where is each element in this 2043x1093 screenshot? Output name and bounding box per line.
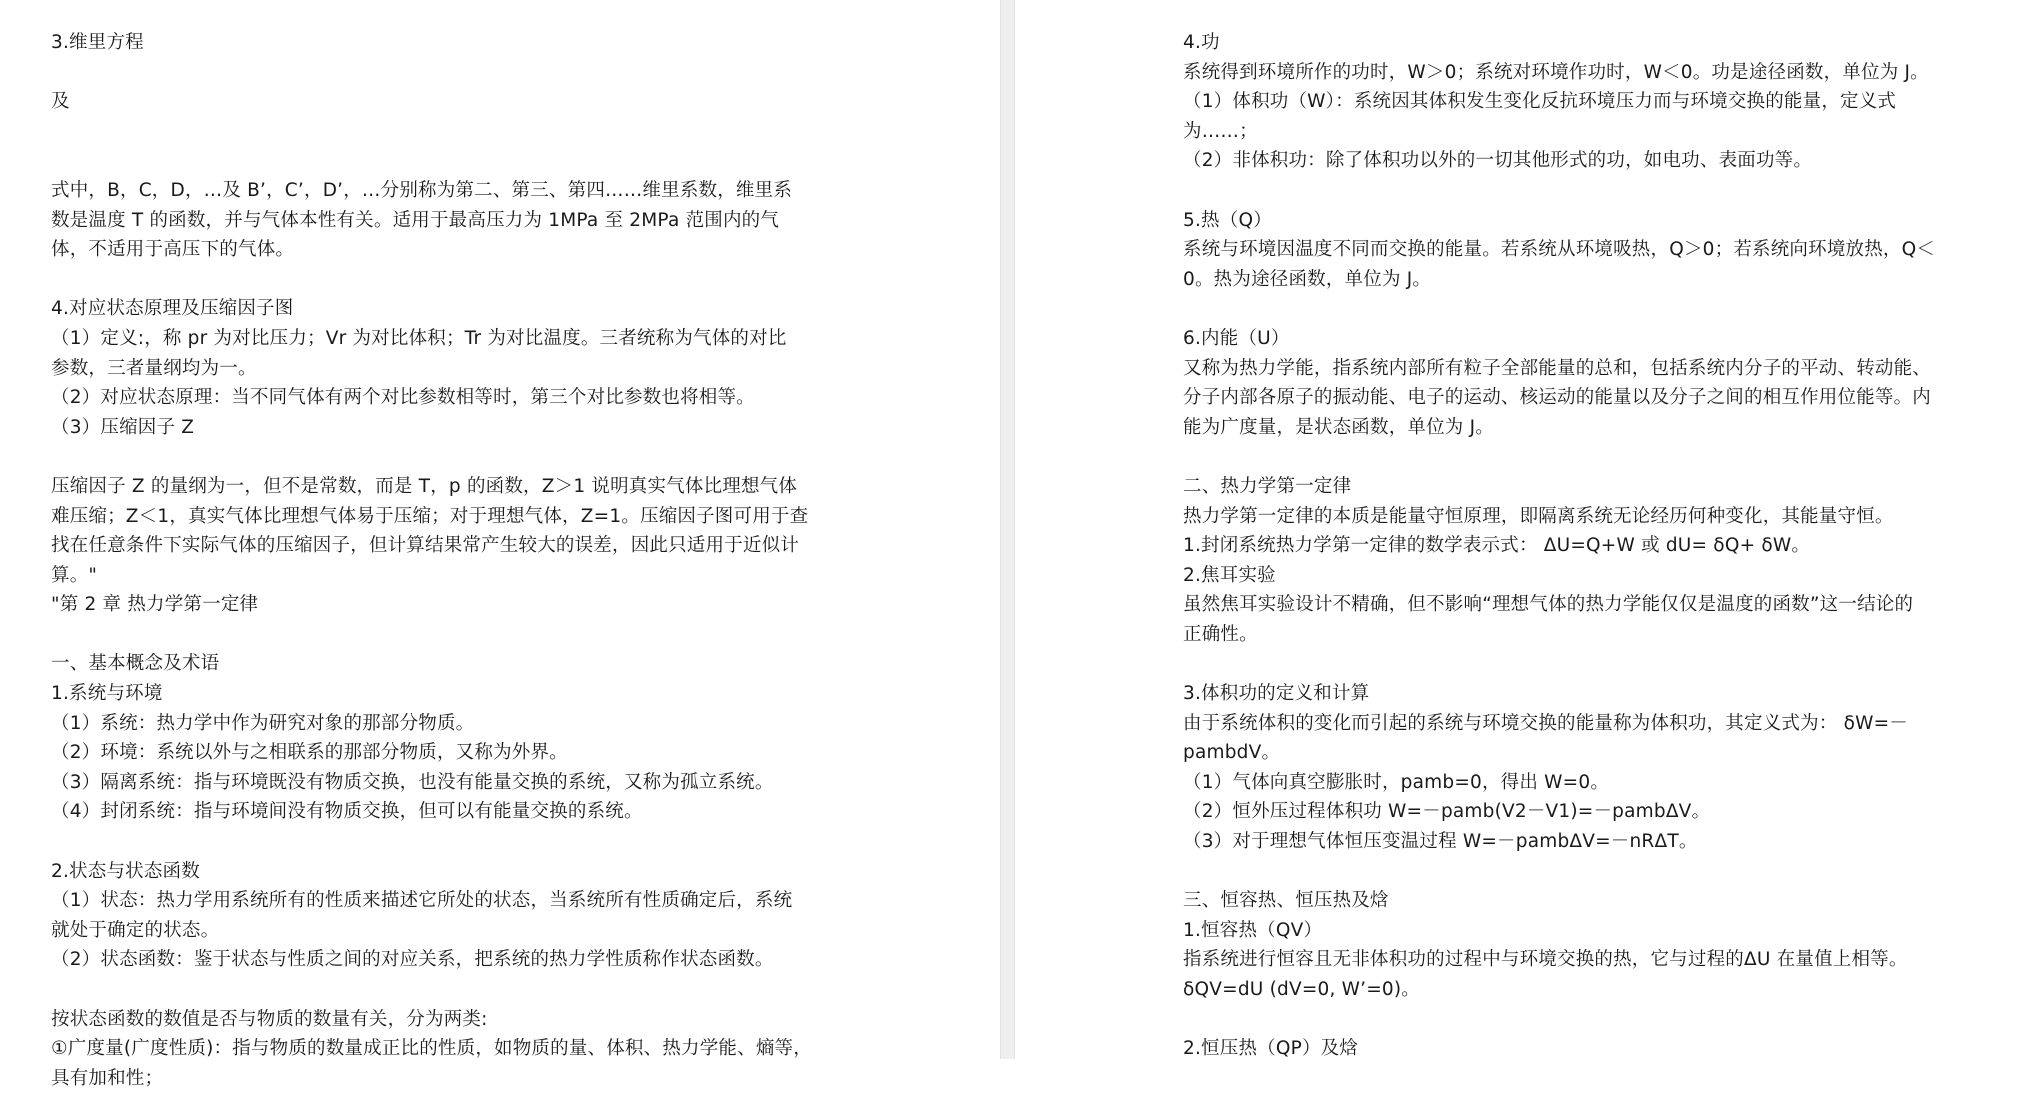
text-line: （1）状态：热力学用系统所有的性质来描述它所处的状态，当系统所有性质确定后，系统	[51, 890, 793, 912]
text-line: 为……；	[1183, 120, 1258, 142]
text-line: 2.状态与状态函数	[51, 860, 200, 882]
text-line: 正确性。	[1183, 623, 1258, 645]
left-page-text	[51, 28, 851, 1093]
text-line: 按状态函数的数值是否与物质的数量有关，分为两类:	[51, 1008, 488, 1030]
text-line: （2）对应状态原理：当不同气体有两个对比参数相等时，第三个对比参数也将相等。	[51, 387, 755, 409]
blank-line	[1183, 649, 1983, 679]
text-line: ①广度量(广度性质)：指与物质的数量成正比的性质，如物质的量、体积、热力学能、熵等，	[51, 1038, 812, 1060]
blank-line	[51, 58, 851, 88]
blank-line	[51, 975, 851, 1005]
text-line: 系统得到环境所作的功时，W＞0；系统对环境作功时，W＜0。功是途径函数，单位为 J。	[1183, 61, 1929, 83]
page-gutter	[1000, 0, 1015, 1059]
text-line: 又称为热力学能，指系统内部所有粒子全部能量的总和，包括系统内分子的平动、转动能、	[1183, 357, 1932, 379]
blank-line	[1183, 442, 1983, 472]
text-line: （1）定义:，称 pr 为对比压力；Vr 为对比体积；Tr 为对比温度。三者统称为气体的对比	[51, 327, 787, 349]
blank-line	[51, 620, 851, 650]
blank-line	[51, 442, 851, 472]
text-line: 0。热为途径函数，单位为 J。	[1183, 268, 1432, 290]
text-line: 数是温度 T 的函数，并与气体本性有关。适用于最高压力为 1MPa 至 2MPa 范围内的气	[51, 209, 780, 231]
text-line: 热力学第一定律的本质是能量守恒原理，即隔离系统无论经历何种变化，其能量守恒。	[1183, 505, 1894, 527]
text-line: 虽然焦耳实验设计不精确，但不影响“理想气体的热力学能仅仅是温度的函数”这一结论的	[1183, 594, 1914, 616]
blank-line	[1183, 1005, 1983, 1035]
text-line: 算。"	[51, 564, 98, 586]
text-line: （4）封闭系统：指与环境间没有物质交换，但可以有能量交换的系统。	[51, 801, 643, 823]
blank-line	[51, 117, 851, 147]
text-line: （2）恒外压过程体积功 W=－pamb(V2－V1)=－pambΔV。	[1183, 801, 1711, 823]
text-line: （3）隔离系统：指与环境既没有物质交换，也没有能量交换的系统，又称为孤立系统。	[51, 771, 774, 793]
right-page-text	[1183, 28, 1983, 1064]
text-line: "第 2 章 热力学第一定律	[51, 594, 259, 616]
text-line: 1.系统与环境	[51, 683, 163, 705]
text-line: （3）对于理想气体恒压变温过程 W=－pambΔV=－nRΔT。	[1183, 831, 1698, 853]
document-page-right	[1015, 0, 2043, 1059]
blank-line	[51, 827, 851, 857]
text-line: 一、基本概念及术语	[51, 653, 220, 675]
text-line: 3.维里方程	[51, 32, 144, 53]
text-line: 三、恒容热、恒压热及焓	[1183, 890, 1389, 912]
text-line: 6.内能（U）	[1183, 327, 1290, 349]
text-line: 压缩因子 Z 的量纲为一，但不是常数，而是 T，p 的函数，Z＞1 说明真实气体比理想气体	[51, 475, 798, 497]
blank-line	[51, 265, 851, 295]
document-page-left	[0, 0, 1000, 1089]
blank-line	[1183, 176, 1983, 206]
text-line: 分子内部各原子的振动能、电子的运动、核运动的能量以及分子之间的相互作用位能等。内	[1183, 387, 1932, 409]
text-line: （1）系统：热力学中作为研究对象的那部分物质。	[51, 712, 475, 734]
text-line: 5.热（Q）	[1183, 209, 1272, 231]
text-line: 具有加和性；	[51, 1067, 164, 1089]
text-line: 及	[51, 91, 70, 113]
text-line: 指系统进行恒容且无非体积功的过程中与环境交换的热，它与过程的ΔU 在量值上相等。	[1183, 949, 1908, 971]
text-line: 1.恒容热（QV）	[1183, 919, 1323, 941]
text-line: 就处于确定的状态。	[51, 919, 220, 941]
blank-line	[1183, 294, 1983, 324]
text-line: 式中，B，C，D，…及 B’，C’，D’，…分别称为第二、第三、第四……维里系数，维里系	[51, 179, 793, 201]
text-line: （1）体积功（W）：系统因其体积发生变化反抗环境压力而与环境交换的能量，定义式	[1183, 91, 1897, 113]
text-line: δQV=dU (dV=0, W’=0)。	[1183, 979, 1421, 1000]
text-line: 找在任意条件下实际气体的压缩因子，但计算结果常产生较大的误差，因此只适用于近似计	[51, 535, 800, 557]
text-line: 难压缩；Z＜1，真实气体比理想气体易于压缩；对于理想气体，Z=1。压缩因子图可用于查	[51, 505, 809, 527]
blank-line	[1183, 857, 1983, 887]
text-line: （3）压缩因子 Z	[51, 416, 195, 438]
blank-line	[51, 146, 851, 176]
text-line: 4.对应状态原理及压缩因子图	[51, 298, 294, 320]
text-line: 系统与环境因温度不同而交换的能量。若系统从环境吸热，Q＞0；若系统向环境放热，Q＜	[1183, 239, 1936, 261]
text-line: 1.封闭系统热力学第一定律的数学表示式： ΔU=Q+W 或 dU= δQ+ δW。	[1183, 535, 1811, 557]
text-line: 2.焦耳实验	[1183, 564, 1276, 586]
text-line: 由于系统体积的变化而引起的系统与环境交换的能量称为体积功，其定义式为： δW=－	[1183, 712, 1908, 734]
text-line: 参数，三者量纲均为一。	[51, 357, 257, 379]
text-line: （2）非体积功：除了体积功以外的一切其他形式的功，如电功、表面功等。	[1183, 150, 1813, 172]
text-line: 体，不适用于高压下的气体。	[51, 239, 295, 261]
text-line: 二、热力学第一定律	[1183, 475, 1352, 497]
text-line: （2）环境：系统以外与之相联系的那部分物质，又称为外界。	[51, 742, 568, 764]
text-line: pambdV。	[1183, 742, 1281, 764]
text-line: 4.功	[1183, 32, 1220, 53]
text-line: （2）状态函数：鉴于状态与性质之间的对应关系，把系统的热力学性质称作状态函数。	[51, 949, 774, 971]
text-line: 能为广度量，是状态函数，单位为 J。	[1183, 416, 1494, 438]
text-line: 3.体积功的定义和计算	[1183, 683, 1370, 705]
text-line: 2.恒压热（QP）及焓	[1183, 1038, 1359, 1060]
text-line: （1）气体向真空膨胀时，pamb=0，得出 W=0。	[1183, 771, 1610, 793]
